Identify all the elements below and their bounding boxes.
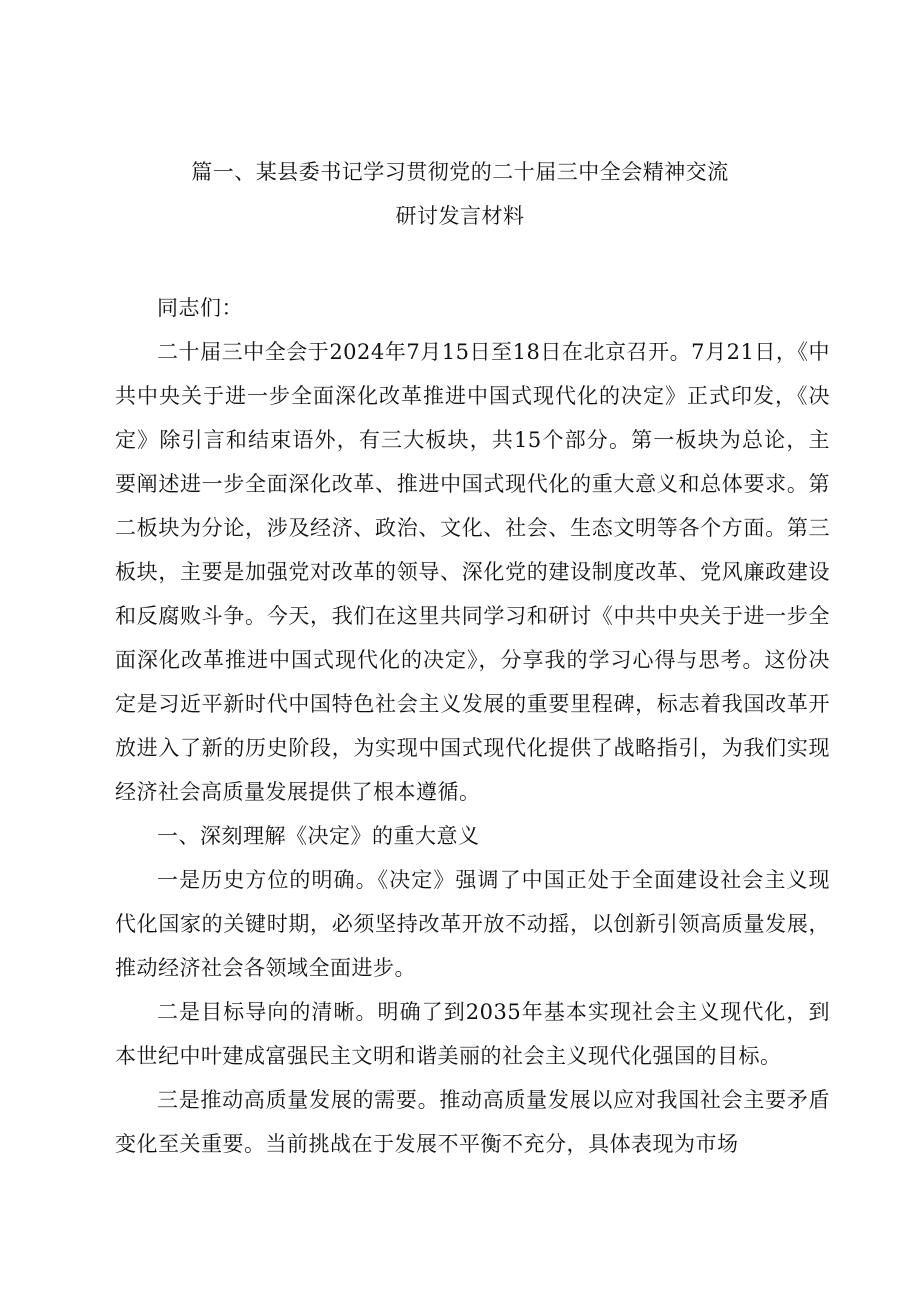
point-paragraph-3: 三是推动高质量发展的需要。推动高质量发展以应对我国社会主要矛盾变化至关重要。当前挑战在于发展不平衡不充分，具体表现为市场 [115, 1088, 830, 1156]
document-body [115, 286, 830, 1166]
intro-paragraph: 二十届三中全会于2024年7月15日至18日在北京召开。7月21日，《中共中央关于进一步全面深化改革推进中国式现代化的决定》正式印发，《决定》除引言和结束语外，有三大板块，共15个部分。第一板块为总论，主要阐述进一步全面深化改革、推进中国式现代化的重大意义和总体要求。第二板块为分论，涉及经济、政治、文化、社会、生态文明等各个方面。第三板块，主要是加强党对改革的领导、深化党的建设制度改革、党风廉政建设和反腐败斗争。今天，我们在这里共同学习和研讨《中共中央关于进一步全面深化改革推进中国式现代化的决定》，分享我的学习心得与思考。这份决定是习近平新时代中国特色社会主义发展的重要里程碑，标志着我国改革开放进入了新的历史阶段，为实现中国式现代化提供了战略指引，为我们实现经济社会高质量发展提供了根本遵循。 [115, 340, 830, 804]
document-title-line-2: 研讨发言材料 [395, 204, 525, 228]
point-paragraph-2: 二是目标导向的清晰。明确了到2035年基本实现社会主义现代化，到本世纪中叶建成富强民主文明和谐美丽的社会主义现代化强国的目标。 [115, 1000, 830, 1068]
document-title-line-1: 篇一、某县委书记学习贯彻党的二十届三中全会精神交流 [191, 160, 729, 184]
point-paragraph-1: 一是历史方位的明确。《决定》强调了中国正处于全面建设社会主义现代化国家的关键时期，必须坚持改革开放不动摇，以创新引领高质量发展，推动经济社会各领域全面进步。 [115, 868, 830, 980]
section-heading: 一、深刻理解《决定》的重大意义 [157, 824, 480, 848]
salutation: 同志们： [157, 296, 243, 320]
